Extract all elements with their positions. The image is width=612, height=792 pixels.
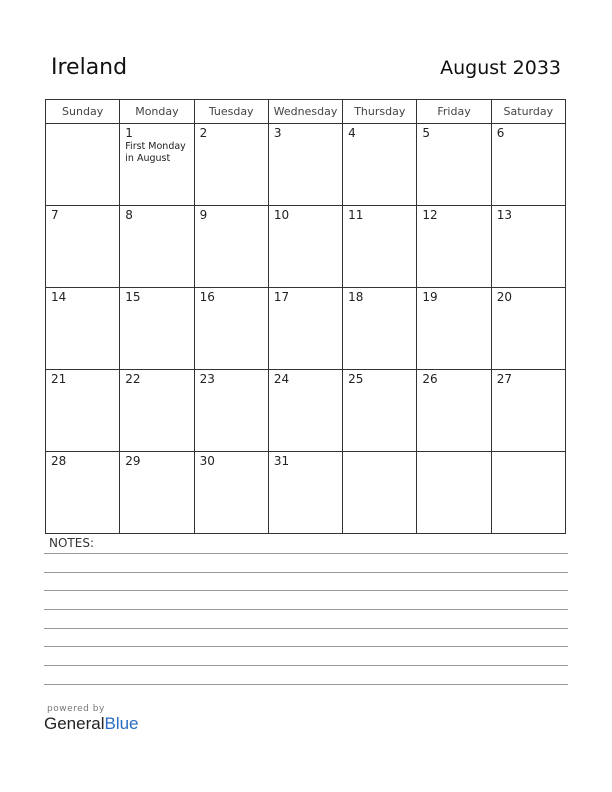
day-number: 12 <box>422 208 438 222</box>
day-cell <box>343 288 417 370</box>
day-cell <box>491 452 565 534</box>
day-cell <box>417 206 491 288</box>
day-cell <box>46 206 120 288</box>
weekday-header: Wednesday <box>268 100 342 124</box>
day-cell <box>343 124 417 206</box>
notes-line <box>44 553 568 554</box>
day-number: 3 <box>273 126 282 140</box>
brand-name <box>44 714 139 734</box>
day-cell <box>46 370 120 452</box>
day-cell <box>268 206 342 288</box>
day-cell <box>343 206 417 288</box>
day-number: 21 <box>51 372 67 386</box>
day-cell <box>268 124 342 206</box>
notes-line <box>44 665 568 666</box>
day-number: 2 <box>199 126 208 140</box>
weekday-header: Thursday <box>343 100 417 124</box>
day-number: 23 <box>199 372 215 386</box>
day-cell <box>491 206 565 288</box>
day-number: 22 <box>125 372 141 386</box>
day-cell <box>120 124 194 206</box>
notes-line <box>44 628 568 629</box>
day-cell <box>194 124 268 206</box>
day-number: 19 <box>422 290 438 304</box>
day-cell <box>46 452 120 534</box>
day-number: 9 <box>199 208 208 222</box>
week-row <box>46 206 566 288</box>
weekday-header: Saturday <box>491 100 565 124</box>
holiday-label: First Monday in August <box>125 141 186 164</box>
brand-name-blue: Blue <box>104 714 139 733</box>
day-cell <box>491 124 565 206</box>
day-number: 1 <box>125 126 133 140</box>
notes-line <box>44 609 568 610</box>
day-number: 13 <box>496 208 512 222</box>
notes-line <box>44 590 568 591</box>
day-number: 16 <box>199 290 215 304</box>
day-number: 8 <box>125 208 133 222</box>
month-year-title: August 2033 <box>440 57 561 79</box>
day-number: 29 <box>125 454 141 468</box>
day-number: 14 <box>51 290 67 304</box>
day-cell <box>343 452 417 534</box>
day-number: 20 <box>496 290 512 304</box>
week-row <box>46 288 566 370</box>
day-cell <box>491 370 565 452</box>
day-cell <box>417 452 491 534</box>
week-row <box>46 452 566 534</box>
day-number: 26 <box>422 372 438 386</box>
day-cell <box>120 288 194 370</box>
day-cell <box>268 370 342 452</box>
weekday-header: Friday <box>417 100 491 124</box>
day-number: 24 <box>273 372 290 386</box>
day-cell <box>417 124 491 206</box>
day-cell <box>120 370 194 452</box>
notes-line <box>44 684 568 685</box>
weekday-header: Tuesday <box>194 100 268 124</box>
day-number: 11 <box>348 208 364 222</box>
day-number: 18 <box>348 290 364 304</box>
day-cell <box>194 370 268 452</box>
notes-line <box>44 572 568 573</box>
day-cell <box>120 206 194 288</box>
day-cell <box>343 370 417 452</box>
day-cell <box>46 124 120 206</box>
day-cell <box>491 288 565 370</box>
weekday-header: Monday <box>120 100 194 124</box>
weekday-header: Sunday <box>46 100 120 124</box>
day-number: 28 <box>51 454 67 468</box>
brand-name-general: General <box>44 714 105 733</box>
day-number: 5 <box>422 126 431 140</box>
week-row <box>46 370 566 452</box>
day-number: 7 <box>51 208 59 222</box>
day-cell <box>194 206 268 288</box>
day-cell <box>417 288 491 370</box>
day-cell <box>268 452 342 534</box>
notes-label: NOTES: <box>49 536 94 550</box>
day-number: 30 <box>199 454 215 468</box>
week-row <box>46 124 566 206</box>
country-title: Ireland <box>51 55 128 80</box>
day-number: 31 <box>273 454 290 468</box>
day-number: 10 <box>273 208 290 222</box>
day-number: 4 <box>348 126 356 140</box>
powered-by-text: powered by <box>47 704 105 714</box>
day-cell <box>194 452 268 534</box>
day-number: 15 <box>125 290 141 304</box>
weekday-header-row <box>46 100 566 124</box>
day-cell <box>46 288 120 370</box>
day-cell <box>268 288 342 370</box>
day-number: 17 <box>273 290 290 304</box>
day-cell <box>120 452 194 534</box>
brand-logo <box>44 704 139 734</box>
day-cell <box>194 288 268 370</box>
day-cell <box>417 370 491 452</box>
notes-line <box>44 646 568 647</box>
day-number: 27 <box>496 372 512 386</box>
day-number: 6 <box>496 126 505 140</box>
day-number: 25 <box>348 372 364 386</box>
calendar-grid <box>45 99 566 534</box>
